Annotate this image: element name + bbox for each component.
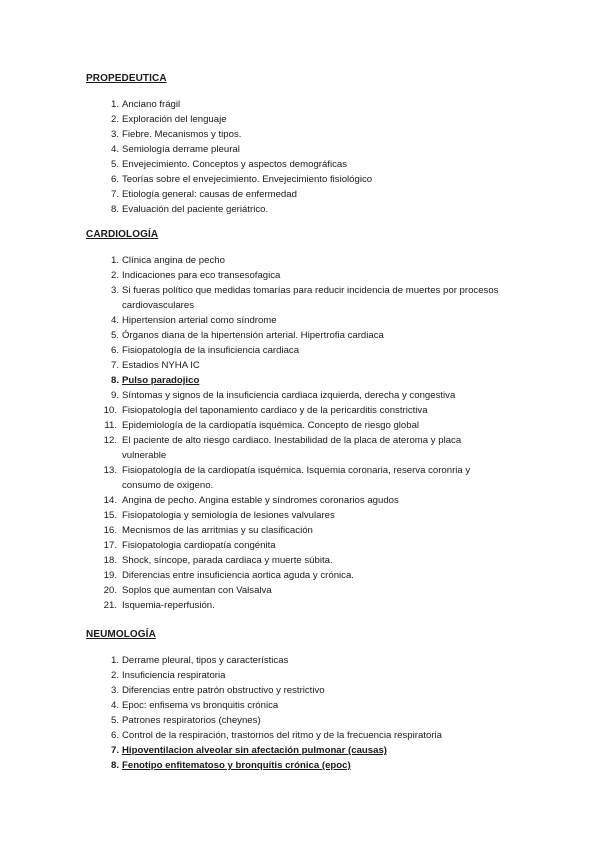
- list-item: [86, 698, 506, 713]
- item-text: Estadios NYHA IC: [122, 360, 200, 371]
- item-text: Semiología derrame pleural: [122, 144, 240, 155]
- item-number: 2.: [110, 670, 119, 681]
- item-text: Fisiopatología de la cardiopatía isquémica. Isquemia coronaria, reserva coronria y consumo de oxigeno.: [122, 465, 471, 491]
- item-number: 2.: [110, 114, 119, 125]
- item-number: 7.: [110, 189, 119, 200]
- item-number: 1.: [110, 655, 119, 666]
- item-number: 11.: [104, 420, 117, 431]
- item-number: 10.: [103, 405, 117, 416]
- section-title-cardiologia: CARDIOLOGÍA: [86, 229, 159, 240]
- item-number: 21.: [103, 600, 117, 611]
- list-item: [86, 373, 506, 388]
- list-item: [86, 127, 506, 142]
- item-number: 3.: [110, 129, 119, 140]
- list-item: [86, 313, 506, 328]
- list-item: [86, 538, 506, 553]
- item-text: Soplos que aumentan con Valsalva: [122, 585, 272, 596]
- list-item: [86, 508, 506, 523]
- item-number: 8.: [110, 204, 119, 215]
- item-text: Hipertension arterial como síndrome: [122, 315, 277, 326]
- list-item: [86, 713, 506, 728]
- list-cardiologia: [86, 253, 506, 613]
- item-text: Shock, síncope, parada cardiaca y muerte súbita.: [122, 555, 333, 566]
- item-number: 3.: [110, 685, 119, 696]
- item-text: Isquemia-reperfusión.: [122, 600, 215, 611]
- item-text: Diferencias entre patrón obstructivo y restrictivo: [122, 685, 325, 696]
- item-text: Envejecimiento. Conceptos y aspectos demográficas: [122, 159, 348, 170]
- item-number: 1.: [110, 99, 119, 110]
- item-text: Evaluación del paciente geriátrico.: [122, 204, 269, 215]
- item-text: Epoc: enfisema vs bronquitis crónica: [122, 700, 279, 711]
- list-item: [86, 418, 506, 433]
- item-text: Epidemiología de la cardiopatía isquémica. Concepto de riesgo global: [122, 420, 420, 431]
- list-item: [86, 343, 506, 358]
- list-item: [86, 172, 506, 187]
- item-number: 6.: [110, 345, 119, 356]
- list-item: [86, 598, 506, 613]
- list-item: [86, 433, 506, 463]
- item-text: Fisiopatología del taponamiento cardiaco y de la pericarditis constrictiva: [122, 405, 428, 416]
- list-item: [86, 253, 506, 268]
- item-number: 5.: [110, 715, 119, 726]
- list-item: [86, 758, 506, 773]
- list-item: [86, 157, 506, 172]
- item-number: 4.: [110, 315, 119, 326]
- item-text: Indicaciones para eco transesofagica: [122, 270, 281, 281]
- item-number: 4.: [110, 144, 119, 155]
- item-number: 5.: [110, 159, 119, 170]
- list-item: [86, 493, 506, 508]
- item-number: 19.: [103, 570, 117, 581]
- list-item: [86, 328, 506, 343]
- item-text: Fisiopatologia cardiopatía congénita: [122, 540, 276, 551]
- item-number: 12.: [103, 435, 117, 446]
- item-number: 2.: [110, 270, 119, 281]
- list-item: [86, 283, 506, 313]
- list-item: [86, 358, 506, 373]
- item-number: 16.: [103, 525, 117, 536]
- list-item: [86, 403, 506, 418]
- item-text: Pulso paradojico: [122, 375, 200, 386]
- item-number: 17.: [103, 540, 117, 551]
- item-text: Fiebre. Mecanismos y tipos.: [122, 129, 242, 140]
- item-text: Fisiopatologia y semiología de lesiones valvulares: [122, 510, 335, 521]
- list-item: [86, 553, 506, 568]
- item-number: 15.: [103, 510, 117, 521]
- list-item: [86, 97, 506, 112]
- list-item: [86, 668, 506, 683]
- item-text: Si fueras político que medidas tomarías para reducir incidencia de muertes por procesos cardiovasculares: [122, 285, 499, 311]
- item-text: Fisiopatología de la insuficiencia cardiaca: [122, 345, 300, 356]
- item-text: Órganos diana de la hipertensión arterial. Hipertrofia cardiaca: [122, 330, 384, 341]
- item-number: 6.: [110, 730, 119, 741]
- item-text: Derrame pleural, tipos y características: [122, 655, 289, 666]
- item-text: Etiología general: causas de enfermedad: [122, 189, 297, 200]
- item-text: Anciano frágil: [122, 99, 181, 110]
- item-text: Patrones respiratorios (cheynes): [122, 715, 261, 726]
- list-propedeutica: [86, 97, 506, 217]
- item-text: Angina de pecho. Angina estable y síndromes coronarios agudos: [122, 495, 399, 506]
- list-item: [86, 728, 506, 743]
- item-text: Control de la respiración, trastornos del ritmo y de la frecuencia respiratoria: [122, 730, 442, 741]
- item-number: 1.: [110, 255, 119, 266]
- item-text: Síntomas y signos de la insuficiencia cardiaca izquierda, derecha y congestiva: [122, 390, 456, 401]
- list-item: [86, 112, 506, 127]
- item-number: 13.: [103, 465, 117, 476]
- list-item: [86, 523, 506, 538]
- list-item: [86, 142, 506, 157]
- list-item: [86, 743, 506, 758]
- item-number: 18.: [103, 555, 117, 566]
- list-item: [86, 187, 506, 202]
- list-item: [86, 683, 506, 698]
- list-item: [86, 568, 506, 583]
- item-number: 8.: [110, 375, 119, 386]
- list-item: [86, 388, 506, 403]
- item-number: 4.: [110, 700, 119, 711]
- item-number: 6.: [110, 174, 119, 185]
- list-item: [86, 583, 506, 598]
- item-text: Diferencias entre insuficiencia aortica aguda y crónica.: [122, 570, 354, 581]
- item-number: 9.: [110, 390, 119, 401]
- item-text: El paciente de alto riesgo cardiaco. Inestabilidad de la placa de ateroma y placa vulnerable: [122, 435, 462, 461]
- item-text: Exploración del lenguaje: [122, 114, 227, 125]
- item-number: 7.: [110, 745, 119, 756]
- item-number: 20.: [103, 585, 117, 596]
- list-neumologia: [86, 653, 506, 773]
- list-item: [86, 653, 506, 668]
- item-text: Insuficiencia respiratoria: [122, 670, 226, 681]
- item-text: Teorías sobre el envejecimiento. Envejecimiento fisiológico: [122, 174, 373, 185]
- item-text: Mecnismos de las arritmias y su clasificación: [122, 525, 313, 536]
- item-number: 3.: [110, 285, 119, 296]
- list-item: [86, 463, 506, 493]
- item-text: Clínica angina de pecho: [122, 255, 225, 266]
- section-title-propedeutica: PROPEDEUTICA: [86, 73, 167, 84]
- section-title-neumologia: NEUMOLOGÍA: [86, 629, 156, 640]
- item-text: Hipoventilacion alveolar sin afectación pulmonar (causas): [122, 745, 387, 756]
- item-number: 7.: [110, 360, 119, 371]
- item-number: 8.: [110, 760, 119, 771]
- item-number: 5.: [110, 330, 119, 341]
- list-item: [86, 268, 506, 283]
- item-text: Fenotipo enfitematoso y bronquitis crónica (epoc): [122, 760, 351, 771]
- item-number: 14.: [103, 495, 117, 506]
- list-item: [86, 202, 506, 217]
